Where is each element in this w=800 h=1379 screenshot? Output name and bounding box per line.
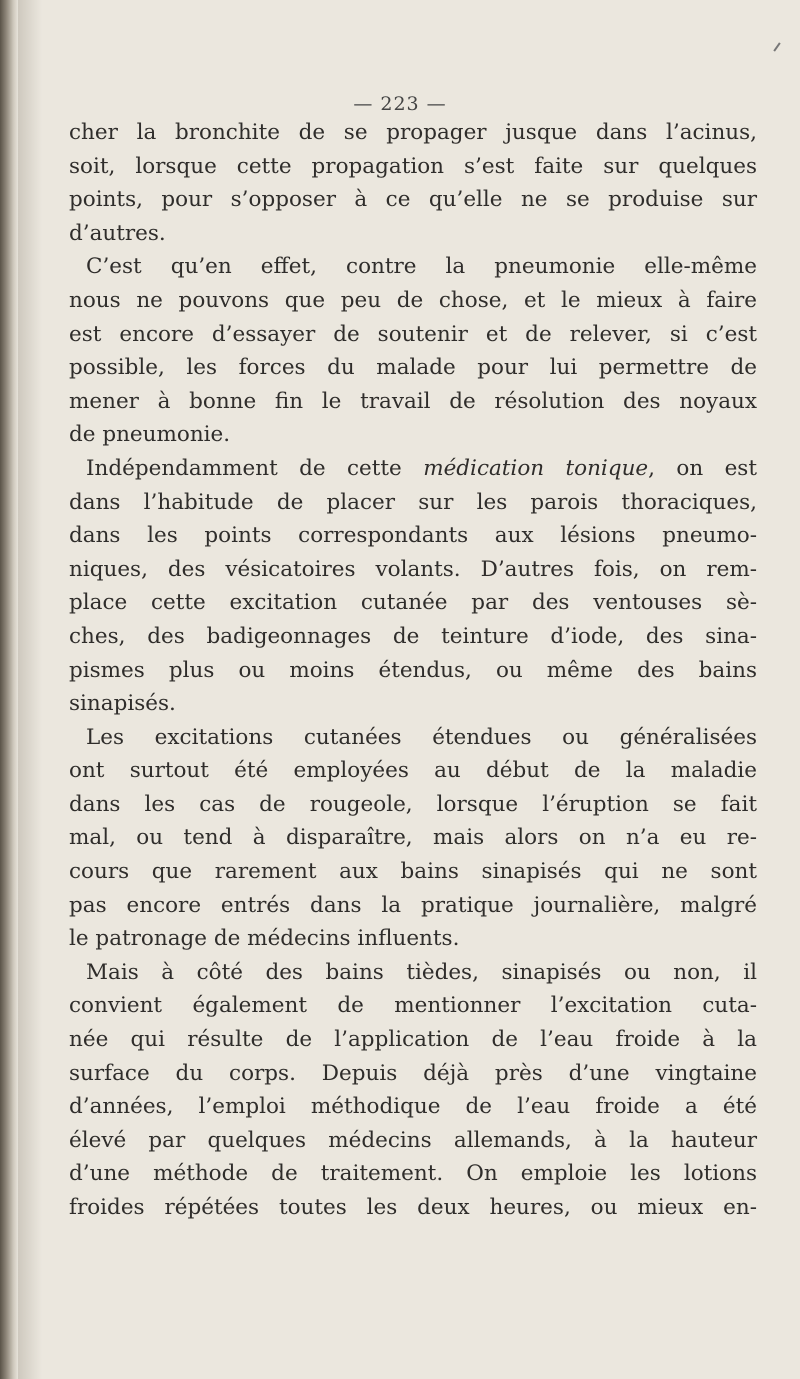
- paragraph-2: [69, 250, 757, 452]
- text-line: de pneumonie.: [69, 422, 231, 448]
- text-line: est encore d’essayer de soutenir et de relever, si c’est: [69, 321, 757, 347]
- page-binding-shadow: [18, 0, 42, 1379]
- text-line: née qui résulte de l’application de l’eau froide à la: [69, 1027, 757, 1053]
- italic-phrase: médication tonique: [423, 455, 649, 481]
- text-line: ches, des badigeonnages de teinture d’iode, des sina-: [69, 623, 757, 649]
- text-line: convient également de mentionner l’excitation cuta-: [69, 993, 757, 1019]
- text-line: mal, ou tend à disparaître, mais alors on n’a eu re-: [69, 825, 757, 851]
- text-line: ont surtout été employées au début de la maladie: [69, 758, 757, 784]
- text-line: élevé par quelques médecins allemands, à la hauteur: [69, 1127, 757, 1153]
- page-number: — 223 —: [353, 93, 447, 115]
- text-line: Les excitations cutanées étendues ou généralisées: [86, 724, 757, 750]
- text-line: d’autres.: [69, 220, 166, 246]
- margin-mark: [773, 42, 780, 51]
- text-line: le patronage de médecins influents.: [69, 926, 460, 952]
- text-line: [69, 452, 757, 486]
- paragraph-5: [69, 956, 757, 1225]
- text-line: d’années, l’emploi méthodique de l’eau froide a été: [69, 1094, 757, 1120]
- paragraph-4: [69, 721, 757, 956]
- text-line: niques, des vésicatoires volants. D’autres fois, on rem-: [69, 556, 757, 582]
- text-line: d’une méthode de traitement. On emploie les lotions: [69, 1161, 757, 1187]
- text-line: froides répétées toutes les deux heures, ou mieux en-: [69, 1195, 757, 1220]
- text-line: sinapisés.: [69, 691, 176, 717]
- paragraph-3: [69, 452, 757, 721]
- page-binding-edge: [0, 0, 18, 1379]
- text-line: points, pour s’opposer à ce qu’elle ne se produise sur: [69, 187, 757, 213]
- text-line: C’est qu’en effet, contre la pneumonie elle-même: [86, 254, 757, 280]
- text-line: pas encore entrés dans la pratique journalière, malgré: [69, 892, 757, 918]
- text-line: pismes plus ou moins étendus, ou même des bains: [69, 657, 757, 683]
- text-line: dans les points correspondants aux lésions pneumo-: [69, 523, 757, 549]
- text-line: place cette excitation cutanée par des ventouses sè-: [69, 590, 757, 616]
- text-line: Mais à côté des bains tièdes, sinapisés ou non, il: [86, 959, 757, 985]
- text-run: Indépendamment de cette: [86, 455, 424, 481]
- text-line: nous ne pouvons que peu de chose, et le mieux à faire: [69, 287, 757, 313]
- text-line: cours que rarement aux bains sinapisés qui ne sont: [69, 859, 757, 885]
- text-line: soit, lorsque cette propagation s’est faite sur quelques: [69, 153, 757, 179]
- paragraph-1: [69, 116, 757, 250]
- text-line: cher la bronchite de se propager jusque dans l’acinus,: [69, 120, 757, 145]
- body-text: [69, 116, 757, 1225]
- text-line: dans l’habitude de placer sur les parois thoraciques,: [69, 489, 757, 515]
- text-line: mener à bonne fin le travail de résolution des noyaux: [69, 388, 757, 414]
- text-line: possible, les forces du malade pour lui permettre de: [69, 355, 757, 381]
- text-run: , on est: [648, 455, 757, 481]
- text-line: dans les cas de rougeole, lorsque l’éruption se fait: [69, 791, 757, 817]
- text-line: surface du corps. Depuis déjà près d’une vingtaine: [69, 1060, 757, 1086]
